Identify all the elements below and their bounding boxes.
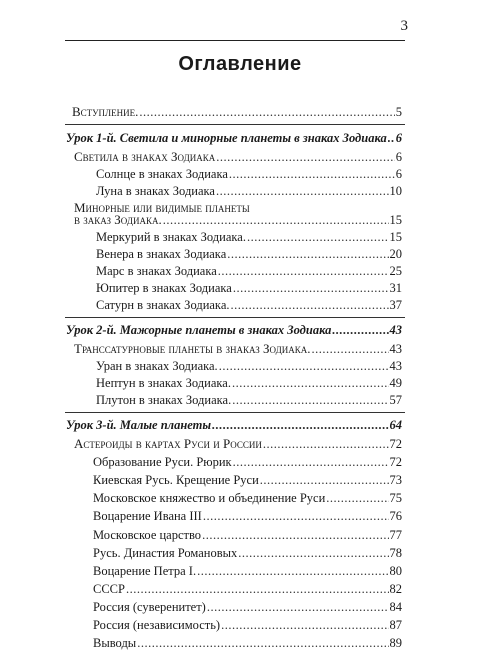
toc-lesson-2[interactable] — [66, 322, 402, 338]
section-rule — [65, 124, 405, 125]
header-rule — [65, 40, 405, 41]
toc-entry[interactable] — [93, 454, 402, 470]
toc-entry-label: Светила в знаках Зодиака — [74, 149, 216, 164]
toc-entry[interactable] — [96, 183, 402, 199]
toc-entry[interactable] — [93, 563, 402, 579]
leader-dots — [203, 508, 389, 524]
toc-entry-page: 6 — [395, 131, 402, 145]
toc-entry-label: Русь. Династия Романовых — [93, 546, 238, 560]
toc-entry[interactable] — [74, 436, 402, 452]
toc-entry-page: 15 — [389, 213, 402, 227]
toc-entry-page: 10 — [389, 184, 402, 198]
leader-dots — [238, 545, 388, 561]
toc-entry[interactable] — [96, 229, 402, 245]
toc-entry-page: 75 — [389, 491, 402, 505]
section-rule — [65, 412, 405, 413]
toc-entry-label: Московское царство — [93, 528, 202, 542]
toc-entry-label: Астероиды в картах Руси и России — [74, 436, 262, 451]
toc-entry-page: 15 — [389, 230, 402, 244]
toc-lesson-1[interactable] — [66, 130, 402, 146]
leader-dots — [247, 229, 389, 245]
toc-entry[interactable] — [96, 392, 402, 408]
leader-dots — [227, 246, 388, 262]
toc-entry-label: СССР — [93, 582, 125, 596]
toc-entry-label: Воцарение Ивана III — [93, 509, 202, 523]
toc-entry[interactable] — [93, 527, 402, 543]
toc-entry-label: Урок 2-й. Мажорные планеты в знаках Зодиака — [66, 323, 332, 337]
toc-entry[interactable] — [96, 358, 402, 374]
toc-entry[interactable] — [96, 280, 402, 296]
toc-entry[interactable] — [96, 375, 402, 391]
toc-entry-page: 6 — [395, 167, 402, 181]
leader-dots — [197, 563, 388, 579]
toc-entry-label: Урок 1-й. Светила и минорные планеты в знаках Зодиака — [66, 131, 387, 145]
leader-dots — [219, 358, 389, 374]
toc-entry-label: Уран в знаках Зодиака. — [96, 359, 218, 373]
leader-dots — [216, 183, 389, 199]
toc-entry-page: 80 — [389, 564, 402, 578]
toc-entry-label: Венера в знаках Зодиака — [96, 247, 227, 261]
leader-dots — [202, 527, 388, 543]
toc-entry-page: 76 — [389, 509, 402, 523]
toc-entry-page: 82 — [389, 582, 402, 596]
leader-dots — [229, 166, 395, 182]
leader-dots — [232, 392, 388, 408]
toc-entry-page: 89 — [389, 636, 402, 650]
toc-entry-page: 43 — [389, 342, 402, 356]
toc-entry-label: Транссатурновые планеты в знаказ Зодиака. — [74, 341, 311, 356]
toc-entry[interactable] — [96, 166, 402, 182]
toc-entry-page: 6 — [395, 150, 402, 164]
toc-entry-label: Урок 3-й. Малые планеты — [66, 418, 212, 432]
leader-dots — [263, 436, 389, 452]
toc-entry-label: в заказ Зодиака. — [74, 212, 162, 227]
toc-entry-page: 72 — [389, 455, 402, 469]
toc-entry-label: Образование Руси. Рюрик — [93, 455, 232, 469]
toc-entry-page: 20 — [389, 247, 402, 261]
toc-entry-label: Солнце в знаках Зодиака — [96, 167, 228, 181]
toc-entry-label: Киевская Русь. Крещение Руси — [93, 473, 259, 487]
leader-dots — [218, 263, 389, 279]
toc-entry-label: Выводы — [93, 636, 137, 650]
toc-entry-page: 78 — [389, 546, 402, 560]
toc-entry[interactable] — [93, 545, 402, 561]
toc-entry-label: Россия (независимость) — [93, 618, 221, 632]
leader-dots — [221, 617, 388, 633]
leader-dots — [231, 297, 389, 313]
toc-title: Оглавление — [178, 53, 302, 75]
toc-entry[interactable] — [96, 246, 402, 262]
toc-entry[interactable] — [93, 490, 402, 506]
toc-entry-page: 5 — [395, 105, 402, 119]
toc-entry-page: 57 — [389, 393, 402, 407]
toc-entry-label: Россия (суверенитет) — [93, 600, 206, 614]
toc-entry-page: 37 — [389, 298, 402, 312]
toc-entry[interactable] — [93, 617, 402, 633]
toc-entry[interactable] — [74, 341, 402, 357]
page-number: 3 — [400, 18, 408, 34]
leader-dots — [332, 322, 388, 338]
toc-entry-page: 77 — [389, 528, 402, 542]
toc-entry[interactable] — [96, 263, 402, 279]
toc-entry-label: Марс в знаках Зодиака — [96, 264, 217, 278]
toc-entry[interactable] — [74, 212, 402, 228]
toc-entry-label: Плутон в знаках Зодиака. — [96, 393, 232, 407]
toc-entry-label: Юпитер в знаках Зодиака — [96, 281, 232, 295]
toc-entry[interactable] — [93, 508, 402, 524]
toc-entry-page: 43 — [389, 323, 402, 337]
leader-dots — [260, 472, 389, 488]
leader-dots — [126, 581, 389, 597]
leader-dots — [326, 490, 388, 506]
toc-lesson-3[interactable] — [66, 417, 402, 433]
toc-entry-page: 43 — [389, 359, 402, 373]
leader-dots — [388, 130, 395, 146]
leader-dots — [139, 104, 394, 120]
toc-entry-label: Вступление. — [72, 104, 139, 119]
toc-entry-label: Воцарение Петра I. — [93, 564, 197, 578]
leader-dots — [207, 599, 389, 615]
toc-entry-label: Луна в знаках Зодиака — [96, 184, 215, 198]
toc-entry-page: 73 — [389, 473, 402, 487]
leader-dots — [163, 212, 389, 228]
leader-dots — [212, 417, 388, 433]
toc-entry-intro[interactable] — [72, 104, 402, 120]
toc-entry[interactable] — [93, 581, 402, 597]
toc-entry[interactable] — [93, 635, 402, 651]
toc-entry-label: Московское княжество и объединение Руси — [93, 491, 326, 505]
leader-dots — [233, 280, 389, 296]
toc-entry-label: Минорные или видимые планеты — [74, 200, 250, 215]
section-rule — [65, 317, 405, 318]
toc-entry-label: Сатурн в знаках Зодиака. — [96, 298, 230, 312]
toc-entry-page: 64 — [389, 418, 402, 432]
toc-entry-page: 84 — [389, 600, 402, 614]
leader-dots — [311, 341, 388, 357]
toc-entry[interactable] — [93, 599, 402, 615]
toc-entry[interactable] — [96, 297, 402, 313]
leader-dots — [233, 454, 389, 470]
toc-entry-page: 31 — [389, 281, 402, 295]
toc-entry[interactable] — [74, 149, 402, 165]
leader-dots — [232, 375, 389, 391]
toc-entry-page: 87 — [389, 618, 402, 632]
leader-dots — [216, 149, 395, 165]
toc-entry-page: 49 — [389, 376, 402, 390]
toc-entry-page: 25 — [389, 264, 402, 278]
toc-entry-page: 72 — [389, 437, 402, 451]
toc-entry-label: Нептун в знаках Зодиака. — [96, 376, 231, 390]
toc-entry-label: Меркурий в знаках Зодиака. — [96, 230, 246, 244]
leader-dots — [137, 635, 388, 651]
toc-entry[interactable] — [93, 472, 402, 488]
